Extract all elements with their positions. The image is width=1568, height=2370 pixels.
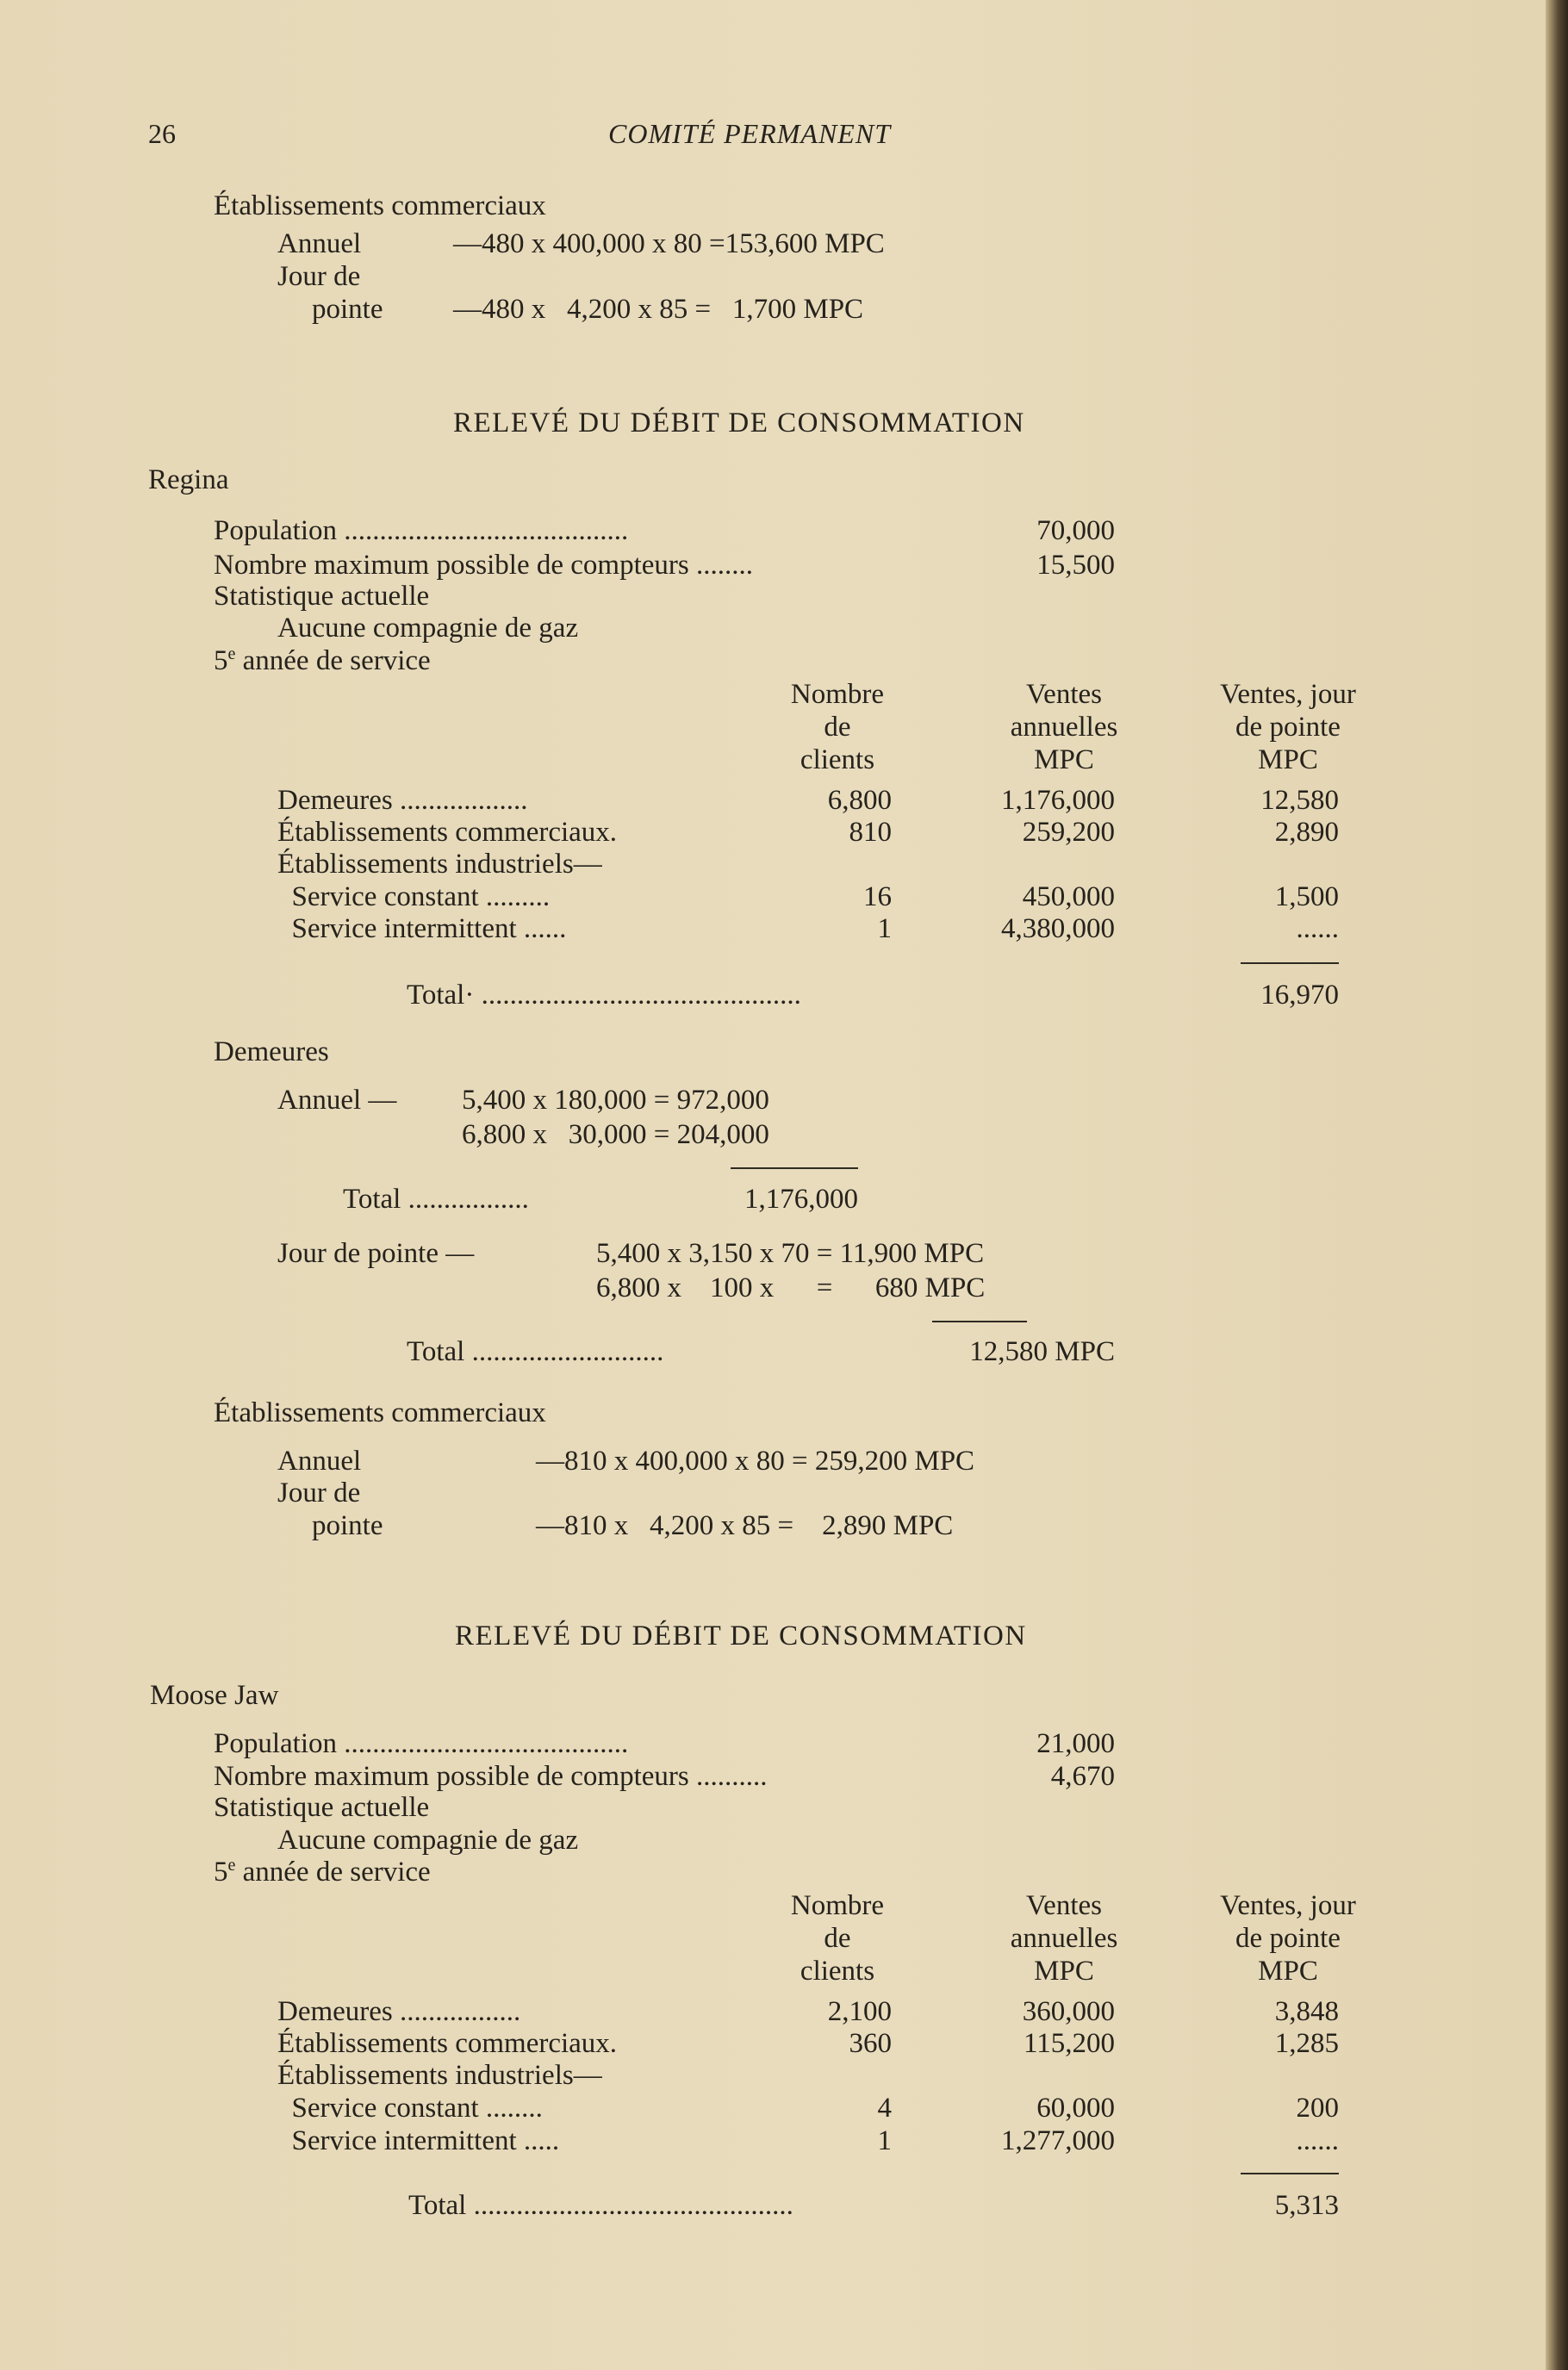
regina-row-annual: 4,380,000 (1001, 913, 1115, 944)
moose-jaw-row-label: Demeures ................. (277, 1996, 521, 2027)
moose-jaw-city: Moose Jaw (150, 1680, 279, 1711)
regina-meters-label: Nombre maximum possible de compteurs ........ (214, 550, 753, 581)
moose-jaw-stat-label: Statistique actuelle (214, 1792, 430, 1823)
top-commercial-peak-formula: —480 x 4,200 x 85 = 1,700 MPC (453, 294, 864, 325)
moose-jaw-meters-value: 4,670 (1050, 1761, 1115, 1792)
moose-jaw-row-annual: 115,200 (1023, 2028, 1115, 2059)
moose-jaw-heading: RELEVÉ DU DÉBIT DE CONSOMMATION (455, 1620, 1027, 1652)
moose-jaw-col-clients-3: clients (800, 1956, 875, 1987)
regina-dwellings-peak-total-label: Total ........................... (407, 1336, 664, 1367)
regina-col-peak-2: de pointe (1235, 712, 1341, 743)
regina-row-clients: 1 (877, 913, 892, 944)
top-commercial-annual-label: Annuel (277, 228, 362, 259)
moose-jaw-population-label: Population ........................................ (214, 1728, 629, 1759)
moose-jaw-row-annual: 60,000 (1036, 2093, 1115, 2124)
moose-jaw-meters-label: Nombre maximum possible de compteurs .......... (214, 1761, 768, 1792)
regina-dwellings-peak-line1: 5,400 x 3,150 x 70 = 11,900 MPC (596, 1238, 985, 1269)
moose-jaw-population-value: 21,000 (1036, 1728, 1115, 1759)
regina-row-label: Établissements industriels— (277, 849, 602, 880)
moose-jaw-row-peak: ...... (1296, 2125, 1339, 2156)
regina-no-gas-label: Aucune compagnie de gaz (277, 613, 579, 644)
moose-jaw-row-label: Service intermittent ..... (277, 2125, 560, 2156)
moose-jaw-col-peak-1: Ventes, jour (1220, 1890, 1356, 1921)
regina-col-clients-2: de (824, 712, 851, 743)
moose-jaw-col-annual-3: MPC (1034, 1956, 1094, 1987)
regina-col-peak-1: Ventes, jour (1220, 679, 1356, 710)
regina-dwellings-peak-label: Jour de pointe — (277, 1238, 475, 1269)
regina-col-peak-3: MPC (1258, 744, 1318, 775)
regina-row-peak: 2,890 (1274, 817, 1339, 848)
regina-dwellings-annual-total-value: 1,176,000 (744, 1184, 858, 1215)
moose-jaw-total-label: Total ............................................. (408, 2190, 793, 2221)
moose-jaw-row-clients: 4 (877, 2093, 892, 2124)
regina-total-value: 16,970 (1260, 980, 1339, 1011)
moose-jaw-col-clients-1: Nombre (790, 1890, 885, 1921)
moose-jaw-col-clients-2: de (824, 1923, 851, 1954)
regina-commercial-peak-label-2: pointe (312, 1510, 383, 1541)
regina-dwellings-peak-line2: 6,800 x 100 x = 680 MPC (596, 1272, 986, 1303)
regina-population-value: 70,000 (1036, 515, 1115, 546)
regina-row-annual: 259,200 (1022, 817, 1115, 848)
moose-jaw-row-label: Service constant ........ (277, 2093, 543, 2124)
regina-commercial-annual-label: Annuel (277, 1446, 362, 1477)
moose-jaw-total-value: 5,313 (1274, 2190, 1339, 2221)
moose-jaw-row-label: Établissements industriels— (277, 2060, 602, 2091)
regina-dwellings-annual-label: Annuel — (277, 1085, 397, 1116)
regina-col-annual-1: Ventes (1026, 679, 1102, 710)
regina-row-clients: 6,800 (827, 785, 892, 816)
moose-jaw-row-peak: 3,848 (1274, 1996, 1339, 2027)
top-commercial-annual-formula: —480 x 400,000 x 80 =153,600 MPC (453, 228, 885, 259)
moose-jaw-no-gas-label: Aucune compagnie de gaz (277, 1825, 579, 1856)
regina-stat-label: Statistique actuelle (214, 581, 430, 612)
regina-row-label: Service intermittent ...... (277, 913, 567, 944)
regina-row-annual: 450,000 (1022, 881, 1115, 912)
regina-year-label: 5e année de service (214, 644, 431, 676)
top-commercial-peak-label-1: Jour de (277, 261, 361, 292)
moose-jaw-col-peak-2: de pointe (1235, 1923, 1341, 1954)
regina-dwellings-annual-total-label: Total ................. (343, 1184, 529, 1215)
regina-heading: RELEVÉ DU DÉBIT DE CONSOMMATION (453, 407, 1025, 439)
regina-dwellings-peak-total-value: 12,580 MPC (969, 1336, 1115, 1367)
regina-dwellings-annual-rule (731, 1167, 858, 1169)
moose-jaw-col-peak-3: MPC (1258, 1956, 1318, 1987)
regina-col-clients-3: clients (800, 744, 875, 775)
moose-jaw-row-annual: 1,277,000 (1001, 2125, 1115, 2156)
moose-jaw-row-clients: 2,100 (827, 1996, 892, 2027)
page-number: 26 (148, 118, 176, 149)
top-commercial-peak-label-2: pointe (312, 294, 383, 325)
moose-jaw-row-label: Établissements commerciaux. (277, 2028, 618, 2059)
regina-dwellings-title: Demeures (214, 1036, 329, 1067)
regina-commercial-peak-formula: —810 x 4,200 x 85 = 2,890 MPC (536, 1510, 954, 1541)
regina-total-label: Total· ............................................. (407, 980, 801, 1011)
regina-row-clients: 810 (849, 817, 892, 848)
regina-col-clients-1: Nombre (790, 679, 885, 710)
regina-dwellings-annual-line2: 6,800 x 30,000 = 204,000 (462, 1119, 769, 1150)
regina-row-label: Service constant ......... (277, 881, 551, 912)
moose-jaw-col-annual-2: annuelles (1010, 1923, 1118, 1954)
regina-row-label: Établissements commerciaux. (277, 817, 618, 848)
regina-row-label: Demeures .................. (277, 785, 528, 816)
moose-jaw-col-annual-1: Ventes (1026, 1890, 1102, 1921)
regina-commercial-title: Établissements commerciaux (214, 1397, 546, 1428)
regina-commercial-annual-formula: —810 x 400,000 x 80 = 259,200 MPC (536, 1446, 975, 1477)
regina-total-rule (1241, 962, 1339, 964)
regina-col-annual-3: MPC (1034, 744, 1094, 775)
moose-jaw-total-rule (1241, 2173, 1339, 2174)
regina-row-peak: 1,500 (1274, 881, 1339, 912)
moose-jaw-year-label: 5e année de service (214, 1856, 431, 1888)
moose-jaw-row-clients: 360 (849, 2028, 892, 2059)
running-title: COMITÉ PERMANENT (608, 118, 891, 149)
moose-jaw-row-peak: 1,285 (1274, 2028, 1339, 2059)
book-spine-edge (1546, 0, 1568, 2370)
moose-jaw-row-annual: 360,000 (1022, 1996, 1115, 2027)
regina-row-annual: 1,176,000 (1001, 785, 1115, 816)
regina-meters-value: 15,500 (1036, 550, 1115, 581)
regina-city: Regina (148, 464, 229, 495)
top-commercial-title: Établissements commerciaux (214, 190, 546, 221)
regina-col-annual-2: annuelles (1010, 712, 1118, 743)
regina-dwellings-annual-line1: 5,400 x 180,000 = 972,000 (462, 1085, 769, 1116)
moose-jaw-row-peak: 200 (1296, 2093, 1339, 2124)
regina-row-clients: 16 (863, 881, 892, 912)
regina-commercial-peak-label-1: Jour de (277, 1477, 361, 1508)
regina-dwellings-peak-rule (932, 1321, 1027, 1322)
regina-population-label: Population ........................................ (214, 515, 629, 546)
moose-jaw-row-clients: 1 (877, 2125, 892, 2156)
regina-row-peak: 12,580 (1260, 785, 1339, 816)
regina-row-peak: ...... (1296, 913, 1339, 944)
